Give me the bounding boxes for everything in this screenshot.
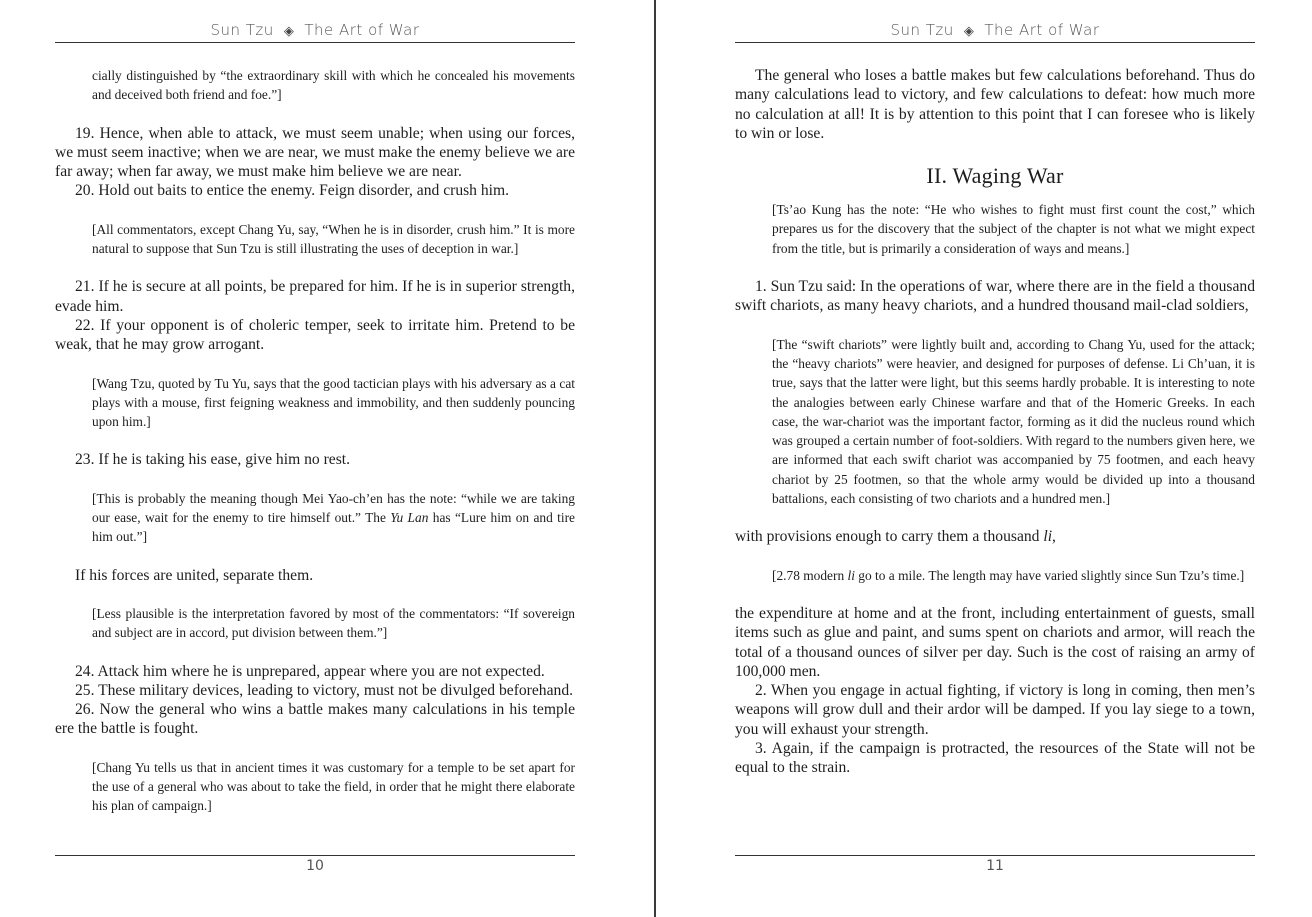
verse-paragraph: 1. Sun Tzu said: In the operations of war, where there are in the field a thousand swift chariots, as many heavy chariots, and a hundred thousand mail-clad soldiers, [735, 278, 1255, 315]
verse-paragraph: 23. If he is taking his ease, give him no rest. [75, 451, 350, 469]
diamond-ornament-icon: ◈ [283, 24, 295, 39]
verse-text: with provisions enough to carry them a thousand [735, 528, 1044, 546]
commentary-note: [Wang Tzu, quoted by Tu Yu, says that the good tactician plays with his adversary as a cat plays with a mouse, first feigning weakness and immobility, and then suddenly pouncing upon him.] [92, 375, 575, 430]
right-page-body [735, 66, 1255, 778]
chapter-title: II. Waging War [926, 163, 1064, 189]
verse-paragraph: the expenditure at home and at the front, including entertainment of guests, small items such as glue and paint, and sums spent on chariots and armor, will reach the total of a thousand ounces of silver per day. Such is the cost of raising an army of 100,000 men. [735, 604, 1255, 680]
commentary-note: cially distinguished by “the extraordinary skill with which he concealed his movements and deceived both friend and foe.”] [92, 68, 575, 103]
verse-paragraph [735, 527, 1255, 546]
verse-paragraph: 20. Hold out baits to entice the enemy. Feign disorder, and crush him. [75, 182, 510, 200]
left-page [55, 0, 575, 917]
verse-paragraph: 25. These military devices, leading to victory, must not be divulged beforehand. [75, 681, 574, 699]
note-text: has “Lure him on and tire him out.”] [92, 510, 575, 545]
verse-paragraph: 2. When you engage in actual fighting, if victory is long in coming, then men’s weapons will grow dull and their ardor will be damped. If you lay siege to a town, you will exhaust your strength. [735, 682, 1255, 738]
footer-rule [55, 855, 575, 856]
note-text: [This is probably the meaning though Mei Yao-ch’en has the note: “while we are taking our ease, wait for the enemy to tire himself out.” The [92, 490, 575, 526]
verse-paragraph: The general who loses a battle makes but few calculations beforehand. Thus do many calculations lead to victory, and few calculations to defeat: how much more no calculation at all! It is by attention to this point that I can foresee who is likely to win or lose. [735, 67, 1255, 142]
page-number: 10 [306, 858, 324, 874]
right-page [735, 0, 1255, 917]
book-title-italic: Yu Lan [390, 510, 429, 526]
running-head-title: The Art of War [304, 21, 420, 39]
verse-paragraph: 19. Hence, when able to attack, we must seem unable; when using our forces, we must seem inactive; when we are near, we must make the enemy believe we are far away; when far away, we must make him believe we are near. [55, 124, 575, 181]
note-text: [2.78 modern [772, 567, 848, 583]
verse-text: , [1052, 528, 1056, 546]
verse-paragraph: 22. If your opponent is of choleric temper, seek to irritate him. Pretend to be weak, that he may grow arrogant. [55, 316, 575, 354]
footer-rule [735, 855, 1255, 856]
verse-paragraph: 21. If he is secure at all points, be prepared for him. If he is in superior strength, evade him. [55, 278, 575, 315]
running-head-left [55, 21, 575, 43]
commentary-note: [Less plausible is the interpretation favored by most of the commentators: “If sovereign and subject are in accord, put division between them.”] [92, 605, 575, 641]
book-spine-divider [654, 0, 656, 917]
running-head-title: The Art of War [984, 21, 1100, 39]
unit-italic: li [847, 567, 855, 583]
commentary-note [92, 489, 575, 547]
verse-paragraph: 26. Now the general who wins a battle makes many calculations in his temple ere the battle is fought. [55, 701, 575, 738]
commentary-note: [Ts’ao Kung has the note: “He who wishes to fight must first count the cost,” which prepares us for the discovery that the subject of the chapter is not what we might expect from the title, but is primarily a consideration of ways and means.] [772, 202, 1255, 256]
verse-paragraph: 24. Attack him where he is unprepared, appear where you are not expected. [75, 662, 545, 680]
verse-paragraph: If his forces are united, separate them. [75, 566, 314, 584]
page-number: 11 [986, 858, 1004, 874]
note-text: go to a mile. The length may have varied slightly since Sun Tzu’s time.] [854, 567, 1245, 583]
running-head-right [735, 21, 1255, 43]
commentary-note: [The “swift chariots” were lightly built and, according to Chang Yu, used for the attack; the “heavy chariots” were heavier, and designed for purposes of defense. Li Ch’uan, it is true, says that the latter were light, but this seems hardly probable. It is interesting to note the analogies between early Chinese warfare and that of the Homeric Greeks. In each case, the war-chariot was the important factor, forming as it did the nucleus round which was grouped a certain number of foot-soldiers. With regard to the numbers given here, we are informed that each swift chariot was accompanied by 75 footmen, and each heavy chariot by 25 footmen, so that the whole army would be divided up into a thousand battalions, each consisting of two chariots and a hundred men.] [772, 336, 1255, 507]
running-head-author: Sun Tzu [890, 21, 954, 39]
commentary-note: [All commentators, except Chang Yu, say, “When he is in disorder, crush him.” It is more natural to suppose that Sun Tzu is still illustrating the uses of deception in war.] [92, 221, 575, 257]
commentary-note [772, 566, 1255, 585]
commentary-note: [Chang Yu tells us that in ancient times it was customary for a temple to be set apart for the use of a general who was about to take the field, in order that he might there elaborate his plan of campaign.] [92, 759, 575, 814]
unit-italic: li [1043, 528, 1053, 546]
running-head-author: Sun Tzu [210, 21, 274, 39]
left-page-body [55, 66, 575, 816]
verse-paragraph: 3. Again, if the campaign is protracted, the resources of the State will not be equal to the strain. [735, 740, 1255, 777]
diamond-ornament-icon: ◈ [963, 24, 975, 39]
